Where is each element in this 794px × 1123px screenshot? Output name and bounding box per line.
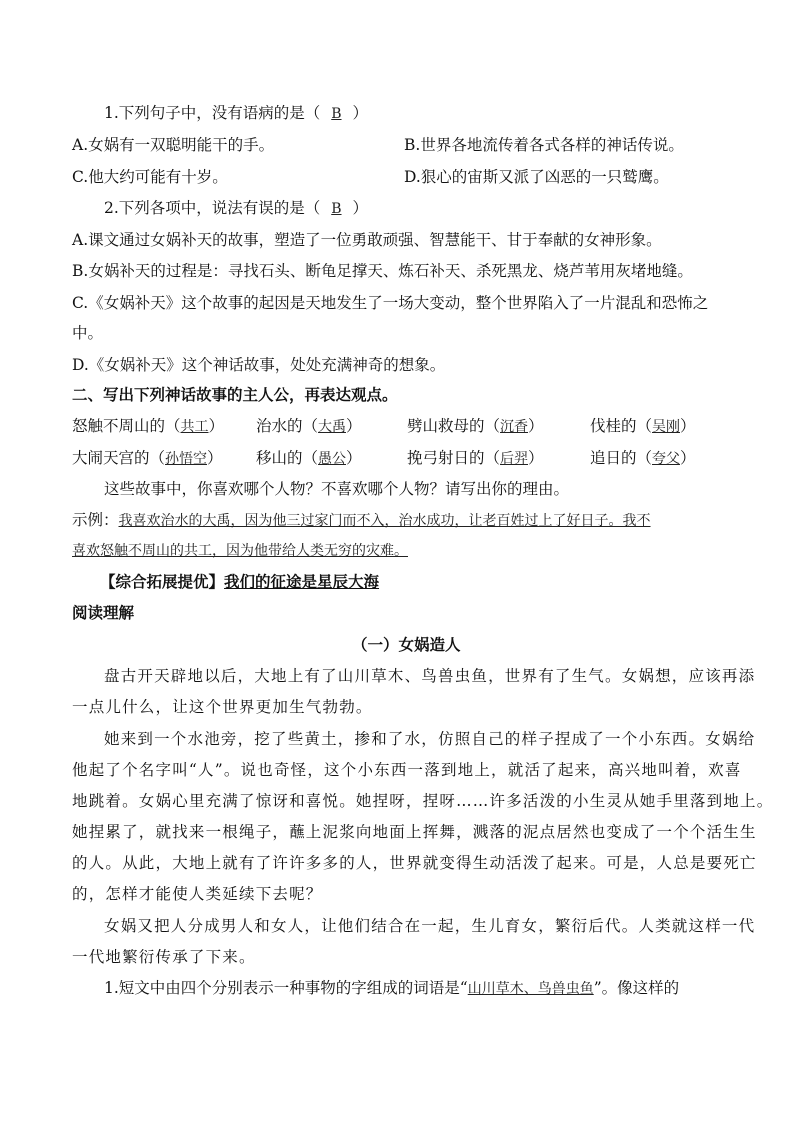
option-a: A.女娲有一双聪明能干的手。 [72,136,275,154]
hero-item: 怒触不周山的（共工） [72,417,225,435]
passage-p2-line4: 她捏累了，就找来一根绳子，蘸上泥浆向地面上挥舞，溅落的泥点居然也变成了一个个活生生 [72,823,757,841]
question-2-option-a: A.课文通过女娲补天的故事，塑造了一位勇敢顽强、智慧能干、甘于奉献的女神形象。 [72,231,662,249]
question-1-options-row1 [72,134,274,156]
question-1-text: 1.下列句子中，没有语病的是（ [104,104,321,122]
example-text: 我喜欢治水的大禹，因为他三过家门而不入，治水成功，让老百姓过上了好日子。我不 [118,513,651,529]
passage-title: （一）女娲造人 [352,635,461,654]
question-1-stem [104,102,368,125]
passage-p2-line3: 地跳着。女娲心里充满了惊讶和喜悦。她捏呀，捏呀……许多活泼的小生灵从她手里落到地上。 [72,792,774,810]
reading-question-1-prefix: 1.短文中由四个分别表示一种事物的字组成的词语是“ [104,979,468,997]
hero-item: 伐桂的（吴刚） [590,417,696,435]
hero-item: 追日的（夸父） [590,449,696,467]
hero-item: 挽弓射日的（后羿） [407,449,544,467]
example-answer-line-2 [72,539,408,562]
example-answer-line-1 [72,509,651,532]
question-2-option-d: D.《女娲补天》这个神话故事，处处充满神奇的想象。 [72,356,446,374]
question-2-option-c-cont: 中。 [72,324,104,342]
hero-answer: 愚公 [318,451,347,467]
heroes-row-2 [72,447,732,469]
hero-answer: 大禹 [318,419,347,435]
hero-answer: 夸父 [652,451,681,467]
question-2-stem [104,197,368,220]
hero-item: 治水的（大禹） [256,417,362,435]
question-2-text: 2.下列各项中，说法有误的是（ [104,199,321,217]
passage-p2-line2: 他起了个名字叫“人”。说也奇怪，这个小东西一落到地上，就活了起来，高兴地叫着，欢喜 [72,761,742,779]
option-d: D.狠心的宙斯又派了凶恶的一只鹫鹰。 [404,168,669,186]
section-2-heading: 二、写出下列神话故事的主人公，再表达观点。 [72,385,398,404]
reading-label: 阅读理解 [72,603,135,622]
option-b: B.世界各地流传着各式各样的神话传说。 [404,136,684,154]
question-1-close: ） [352,104,368,122]
passage-p2-line6: 的，怎样才能使人类延续下去呢？ [72,885,323,903]
hero-answer: 孙悟空 [165,451,208,467]
question-2-close: ） [352,199,368,217]
hero-answer: 吴刚 [652,419,681,435]
heroes-row-1 [72,415,732,437]
option-c: C.他大约可能有十岁。 [72,168,228,186]
opinion-question: 这些故事中，你喜欢哪个人物？不喜欢哪个人物？请写出你的理由。 [104,480,570,498]
question-2-option-b: B.女娲补天的过程是：寻找石头、断龟足撑天、炼石补天、杀死黑龙、烧芦苇用灰堵地缝。 [72,262,693,280]
extension-heading [100,571,379,593]
reading-question-1-answer: 山川草木、鸟兽虫鱼 [467,981,594,997]
example-text-cont: 喜欢怒触不周山的共工，因为他带给人类无穷的灾难。 [72,543,408,559]
passage-p2-line1: 她来到一个水池旁，挖了些黄土，掺和了水，仿照自己的样子捏成了一个小东西。女娲给 [104,730,756,748]
question-2-option-c: C.《女娲补天》这个故事的起因是天地发生了一场大变动，整个世界陷入了一片混乱和恐怖之 [72,294,709,312]
question-2-answer: B [331,201,342,217]
hero-answer: 沉香 [500,419,529,435]
hero-item: 大闹天宫的（孙悟空） [72,449,223,467]
extension-bracket: 【综合拓展提优】 [100,572,225,591]
hero-item: 劈山救母的（沉香） [407,417,544,435]
question-1-answer: B [331,106,342,122]
passage-p2-line5: 的人。从此，大地上就有了许许多多的人，世界就变得生动活泼了起来。可是，人总是要死亡 [72,854,757,872]
reading-question-1-suffix: ”。像这样的 [593,979,680,997]
hero-answer: 后羿 [500,451,529,467]
example-label: 示例： [72,511,119,529]
passage-p1-line2: 一点儿什么，让这个世界更加生气勃勃。 [72,698,373,716]
passage-p1-line1: 盘古开天辟地以后，大地上有了山川草木、鸟兽虫鱼，世界有了生气。女娲想，应该再添 [104,667,756,685]
passage-p3-line2: 一代地繁衍传承了下来。 [72,948,256,966]
passage-p3-line1: 女娲又把人分成男人和女人，让他们结合在一起，生儿育女，繁衍后代。人类就这样一代 [104,917,756,935]
extension-title: 我们的征途是星辰大海 [224,572,380,591]
hero-answer: 共工 [180,419,209,435]
reading-question-1 [104,977,679,1000]
hero-item: 移山的（愚公） [256,449,362,467]
